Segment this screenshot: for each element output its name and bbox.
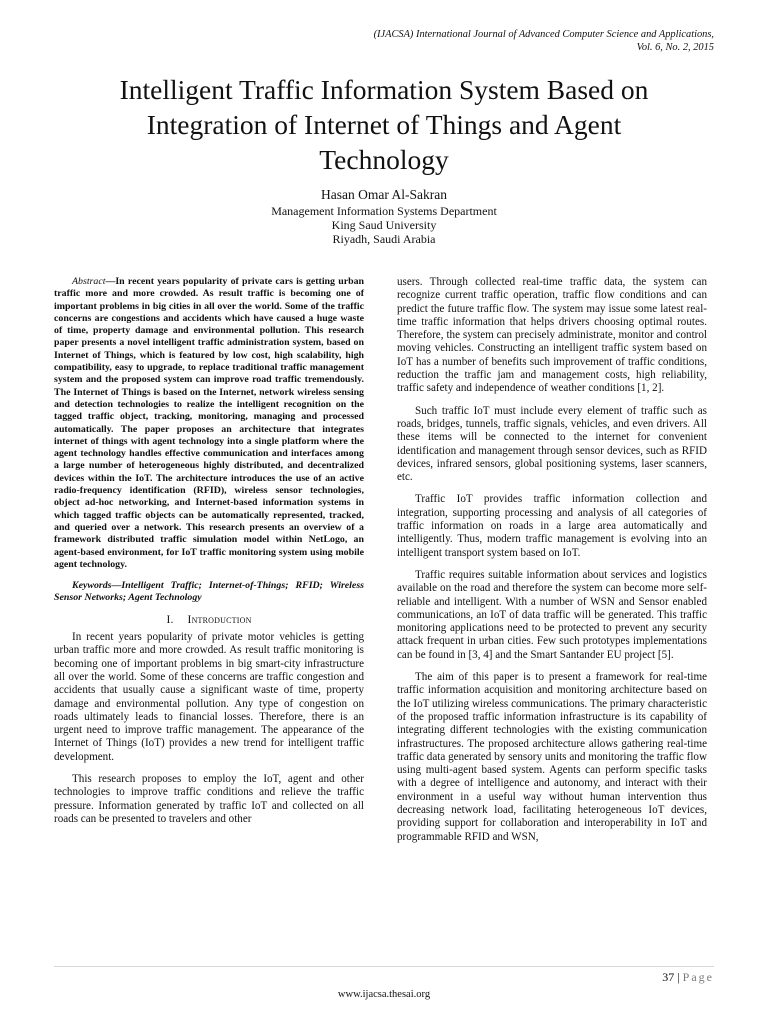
left-column (54, 276, 364, 835)
body-paragraph: Traffic requires suitable information about services and logistics available on the road and therefore the system can become more self-reliable and intelligent. With a number of WSN and Sensor enabled communications, an IoT of data traffic will be generated. This traffic monitoring applications need to be protected to prevent any security attack frequent in urban cities. Few such prototypes implementations can be found in [3, 4] and the Smart Santander EU project [5]. (397, 568, 707, 661)
footer-url[interactable]: www.ijacsa.thesai.org (337, 989, 431, 1000)
author-location: Riyadh, Saudi Arabia (332, 232, 436, 246)
page-number-value: 37 (662, 970, 675, 984)
page-word: Page (682, 970, 714, 984)
abstract-label: Abstract (72, 276, 106, 287)
keywords (54, 580, 364, 605)
page-separator: | (677, 970, 680, 984)
section-title: Introduction (187, 613, 252, 626)
journal-volume: Vol. 6, No. 2, 2015 (636, 42, 714, 53)
title-line-1: Intelligent Traffic Information System Based on (119, 74, 649, 105)
section-number: I. (166, 613, 174, 626)
author-name: Hasan Omar Al-Sakran (321, 187, 447, 202)
body-paragraph: users. Through collected real-time traffic data, the system can recognize current traffic operation, traffic flow conditions and can predict the future traffic flow. The system may issue some latest real-time traffic information that helps drivers choosing optimal routes. Therefore, the system can precisely administrate, monitor and control moving vehicles. Constructing an intelligent traffic system based on IoT has a number of benefits such improvement of traffic conditions, reduction the traffic jam and management costs, high reliability, traffic safety and independence of weather conditions [1, 2]. (397, 276, 707, 395)
journal-name: (IJACSA) International Journal of Advanced Computer Science and Applications, (373, 29, 714, 40)
abstract-text: In recent years popularity of private cars is getting urban traffic more and more crowded. As result traffic is becoming one of important problems in big cities in all over the world. Some of the traffic concerns are congestions and accidents which have caused a huge waste of time, property damage and environmental pollution. This research paper presents a novel intelligent traffic administration system, based on Internet of Things, which is featured by low cost, high scalability, high compatibility, easy to upgrade, to replace traditional traffic management system and the proposed system can improve road traffic tremendously. The Internet of Things is based on the Internet, network wireless sensing and detection technologies to realize the intelligent recognition on the tagged traffic object, tracking, monitoring, managing and processed automatically. The paper proposes an architecture that integrates internet of things with agent technology into a single platform where the agent technology handles effective communication and interfaces among a large number of heterogeneous highly distributed, and decentralized devices within the IoT. The architecture introduces the use of an active radio-frequency identification (RFID), wireless sensor technologies, object ad-hoc networking, and Internet-based information systems in which tagged traffic objects can be automatically represented, tracked, and queried over a network. This research presents an overview of a framework distributed traffic simulation model within NetLogo, an agent-based environment, for IoT traffic monitoring system using mobile agent technology. (54, 276, 364, 570)
abstract (54, 276, 364, 571)
body-paragraph: Traffic IoT provides traffic information collection and integration, supporting processing and analysis of all categories of traffic information on roads in a large area automatically and intelligently. Thus, modern traffic management is evolving into an intelligent transport system based on IoT. (397, 493, 707, 559)
right-column (397, 276, 707, 853)
author-block (40, 186, 728, 246)
section-heading-introduction (54, 614, 364, 627)
body-paragraph: This research proposes to employ the IoT, agent and other technologies to improve traffic conditions and relieve the traffic pressure. Information generated by traffic IoT and collected on all roads can be presented to travelers and other (54, 772, 364, 825)
author-university: King Saud University (331, 218, 437, 232)
keywords-text: Intelligent Traffic; Internet-of-Things; RFID; Wireless Sensor Networks; Agent Technology (54, 580, 364, 604)
paper-title (40, 72, 728, 177)
footer-divider (54, 966, 714, 967)
abstract-dash: — (105, 276, 116, 287)
keywords-label: Keywords— (72, 580, 122, 592)
body-paragraph: In recent years popularity of private motor vehicles is getting urban traffic more and more crowded. As result traffic monitoring is becoming one of important problems in big smart-city infrastructure all over the world. Some of these concerns are traffic congestion and accidents that usually cause a significant waste of time, property damage and environmental pollution. Any type of congestion on roads ultimately leads to financial losses. Therefore, there is an urgent need to improve traffic management. The appearance of the Internet of Things (IoT) provides a new trend for intelligent traffic development. (54, 631, 364, 763)
journal-header (114, 28, 714, 54)
body-paragraph: The aim of this paper is to present a framework for real-time traffic information acquisition and monitoring architecture based on the IoT utilizing wireless communications. The primary characteristic of the proposed traffic information infrastructure is its capability of integrating different technologies with the existing communication infrastructures. The proposed architecture allows gathering real-time traffic data generated by sensory units and monitoring the traffic flow using multi-agent based system. Agents can perform specific tasks with a degree of intelligence and autonomy, and interact with their environment in a useful way without human intervention thus decreasing network load, facilitating heterogeneous IoT devices, providing support for collaboration and interoperability in IoT and programmable RFID and WSN, (397, 671, 707, 843)
title-line-2: Integration of Internet of Things and Agent (146, 109, 622, 140)
page-number (662, 970, 714, 985)
body-paragraph: Such traffic IoT must include every element of traffic such as roads, bridges, tunnels, traffic signals, vehicles, and even drivers. All these items will be connected to the internet for convenient identification and management through sensor devices, such as RFID devices, infrared sensors, global positioning systems, laser scanners, etc. (397, 404, 707, 484)
title-line-3: Technology (319, 144, 449, 175)
author-department: Management Information Systems Department (271, 204, 497, 218)
